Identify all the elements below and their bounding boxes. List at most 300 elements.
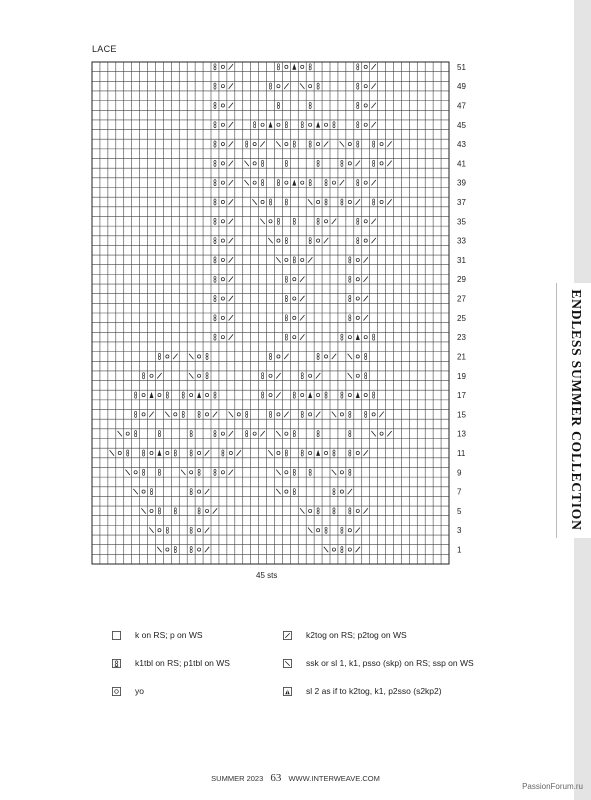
k1tbl-stitch bbox=[333, 450, 335, 456]
k2tog-stitch bbox=[371, 122, 375, 127]
k1tbl-stitch bbox=[325, 527, 327, 533]
ssk-stitch bbox=[348, 354, 352, 359]
yo-stitch bbox=[198, 355, 201, 358]
yo-stitch bbox=[372, 413, 375, 416]
yo-stitch bbox=[364, 393, 367, 396]
yo-stitch bbox=[269, 220, 272, 223]
k1tbl-stitch bbox=[285, 295, 287, 301]
k1tbl-stitch bbox=[214, 238, 216, 244]
yo-stitch bbox=[150, 509, 153, 512]
k2tog-stitch bbox=[229, 141, 233, 146]
yo-stitch bbox=[332, 181, 335, 184]
k1tbl-stitch bbox=[214, 315, 216, 321]
k1tbl-stitch bbox=[301, 373, 303, 379]
yo-stitch bbox=[293, 336, 296, 339]
k2tog-stitch bbox=[300, 296, 304, 301]
ssk-stitch bbox=[300, 83, 304, 88]
s2kp2-stitch bbox=[356, 392, 360, 398]
k1tbl-stitch bbox=[349, 411, 351, 417]
yo-stitch bbox=[229, 451, 232, 454]
row-number: 45 bbox=[457, 120, 466, 130]
yo-stitch bbox=[221, 258, 224, 261]
k1tbl-stitch bbox=[214, 469, 216, 475]
k2tog-stitch bbox=[324, 238, 328, 243]
row-number: 39 bbox=[457, 178, 466, 188]
k1tbl-stitch bbox=[214, 257, 216, 263]
k1tbl-stitch bbox=[309, 102, 311, 108]
k1tbl-stitch bbox=[325, 392, 327, 398]
k1tbl-stitch bbox=[349, 295, 351, 301]
legend-item-yo bbox=[112, 686, 144, 696]
s2kp2-stitch bbox=[150, 392, 154, 398]
row-number: 7 bbox=[457, 487, 462, 497]
k1tbl-stitch bbox=[214, 218, 216, 224]
row-number: 15 bbox=[457, 410, 466, 420]
legend-label: ssk or sl 1, k1, psso (skp) on RS; ssp on WS bbox=[306, 658, 474, 668]
row-number: 25 bbox=[457, 313, 466, 323]
ssk-stitch bbox=[268, 238, 272, 243]
k1tbl-stitch bbox=[269, 353, 271, 359]
yo-stitch bbox=[221, 336, 224, 339]
ssk-stitch bbox=[110, 450, 114, 455]
k2tog-stitch bbox=[260, 431, 264, 436]
ssk-stitch bbox=[348, 373, 352, 378]
k1tbl-stitch bbox=[349, 276, 351, 282]
k2tog-stitch bbox=[332, 354, 336, 359]
yo-stitch bbox=[340, 490, 343, 493]
k1tbl-stitch bbox=[293, 141, 295, 147]
yo-stitch bbox=[317, 142, 320, 145]
yo-stitch bbox=[150, 374, 153, 377]
yo-symbol-icon bbox=[112, 687, 121, 696]
k1tbl-stitch bbox=[142, 469, 144, 475]
ssk-stitch bbox=[252, 199, 256, 204]
yo-stitch bbox=[380, 162, 383, 165]
yo-stitch bbox=[158, 393, 161, 396]
yo-stitch bbox=[166, 548, 169, 551]
ssk-stitch bbox=[141, 508, 145, 513]
k2tog-stitch bbox=[324, 141, 328, 146]
yo-stitch bbox=[324, 123, 327, 126]
k2tog-stitch bbox=[229, 122, 233, 127]
k1tbl-stitch bbox=[261, 180, 263, 186]
yo-stitch bbox=[356, 258, 359, 261]
k1tbl-stitch bbox=[357, 218, 359, 224]
ssk-stitch bbox=[340, 141, 344, 146]
yo-stitch bbox=[348, 142, 351, 145]
k2tog-stitch bbox=[356, 528, 360, 533]
k2tog-symbol-icon bbox=[283, 631, 292, 640]
k1tbl-stitch bbox=[317, 431, 319, 437]
yo-stitch bbox=[293, 316, 296, 319]
k2tog-stitch bbox=[229, 64, 233, 69]
k2tog-stitch bbox=[363, 315, 367, 320]
k2tog-stitch bbox=[229, 83, 233, 88]
yo-stitch bbox=[356, 451, 359, 454]
k1tbl-stitch bbox=[373, 199, 375, 205]
k1tbl-stitch bbox=[349, 450, 351, 456]
k2tog-stitch bbox=[387, 199, 391, 204]
ssk-stitch bbox=[324, 547, 328, 552]
yo-stitch bbox=[348, 529, 351, 532]
ssk-stitch bbox=[229, 412, 233, 417]
k1tbl-stitch bbox=[214, 141, 216, 147]
ssk-stitch bbox=[125, 470, 129, 475]
k1tbl-stitch bbox=[198, 469, 200, 475]
row-number: 13 bbox=[457, 429, 466, 439]
k1tbl-stitch bbox=[158, 431, 160, 437]
k1tbl-stitch bbox=[166, 392, 168, 398]
yo-stitch bbox=[277, 451, 280, 454]
k1tbl-stitch bbox=[190, 527, 192, 533]
k2tog-stitch bbox=[260, 141, 264, 146]
k1tbl-stitch bbox=[349, 315, 351, 321]
yo-stitch bbox=[364, 65, 367, 68]
yo-stitch bbox=[198, 374, 201, 377]
k2tog-stitch bbox=[316, 412, 320, 417]
k1tbl-stitch bbox=[206, 373, 208, 379]
ssk-stitch bbox=[260, 219, 264, 224]
k2tog-stitch bbox=[205, 528, 209, 533]
ssk-stitch bbox=[165, 412, 169, 417]
k1tbl-stitch bbox=[301, 411, 303, 417]
yo-stitch bbox=[198, 548, 201, 551]
k1tbl-stitch bbox=[214, 122, 216, 128]
k1tbl-stitch bbox=[135, 392, 137, 398]
row-number: 29 bbox=[457, 275, 466, 285]
yo-stitch bbox=[174, 413, 177, 416]
row-number: 49 bbox=[457, 82, 466, 92]
k2tog-stitch bbox=[229, 199, 233, 204]
k2tog-stitch bbox=[332, 219, 336, 224]
yo-stitch bbox=[221, 471, 224, 474]
k2tog-stitch bbox=[316, 373, 320, 378]
k2tog-stitch bbox=[308, 257, 312, 262]
k1tbl-stitch bbox=[198, 411, 200, 417]
k2tog-stitch bbox=[387, 161, 391, 166]
yo-stitch bbox=[309, 123, 312, 126]
yo-stitch bbox=[309, 374, 312, 377]
k2tog-stitch bbox=[229, 161, 233, 166]
k1tbl-stitch bbox=[301, 122, 303, 128]
k1tbl-stitch bbox=[357, 238, 359, 244]
k2tog-stitch bbox=[276, 392, 280, 397]
yo-stitch bbox=[221, 297, 224, 300]
k1tbl-stitch bbox=[269, 199, 271, 205]
yo-stitch bbox=[356, 509, 359, 512]
s2kp2-stitch bbox=[292, 180, 296, 186]
yo-stitch bbox=[158, 529, 161, 532]
k1tbl-stitch bbox=[317, 160, 319, 166]
k1tbl-stitch bbox=[325, 180, 327, 186]
legend-label: sl 2 as if to k2tog, k1, p2sso (s2kp2) bbox=[306, 686, 442, 696]
yo-stitch bbox=[356, 374, 359, 377]
k2tog-stitch bbox=[363, 450, 367, 455]
k1tbl-stitch bbox=[214, 64, 216, 70]
chart-title: LACE bbox=[92, 44, 117, 54]
k2tog-stitch bbox=[284, 354, 288, 359]
footer-issue: SUMMER 2023 bbox=[211, 774, 264, 783]
row-number: 17 bbox=[457, 391, 466, 401]
yo-stitch bbox=[364, 336, 367, 339]
legend-label: k2tog on RS; p2tog on WS bbox=[306, 630, 407, 640]
row-number: 31 bbox=[457, 255, 466, 265]
k1tbl-stitch bbox=[341, 392, 343, 398]
row-number: 21 bbox=[457, 352, 466, 362]
ssk-stitch bbox=[308, 528, 312, 533]
s2kp2-stitch bbox=[356, 334, 360, 340]
k2tog-stitch bbox=[229, 219, 233, 224]
yo-stitch bbox=[364, 220, 367, 223]
k1tbl-stitch bbox=[198, 508, 200, 514]
k1tbl-stitch bbox=[206, 353, 208, 359]
yo-stitch bbox=[221, 162, 224, 165]
row-number: 33 bbox=[457, 236, 466, 246]
k1tbl-stitch bbox=[357, 122, 359, 128]
k1tbl-stitch bbox=[182, 392, 184, 398]
k2tog-stitch bbox=[284, 412, 288, 417]
k1tbl-stitch bbox=[214, 83, 216, 89]
yo-stitch bbox=[364, 85, 367, 88]
k1tbl-stitch bbox=[158, 469, 160, 475]
yo-stitch bbox=[237, 413, 240, 416]
row-number: 9 bbox=[457, 468, 462, 478]
legend-label: yo bbox=[135, 686, 144, 696]
k1tbl-stitch bbox=[317, 353, 319, 359]
yo-stitch bbox=[221, 104, 224, 107]
k1tbl-stitch bbox=[214, 199, 216, 205]
k1tbl-stitch bbox=[373, 392, 375, 398]
row-number: 19 bbox=[457, 371, 466, 381]
k2tog-stitch bbox=[229, 431, 233, 436]
k1tbl-stitch bbox=[174, 450, 176, 456]
yo-stitch bbox=[356, 355, 359, 358]
yo-stitch bbox=[364, 123, 367, 126]
yo-stitch bbox=[364, 104, 367, 107]
yo-stitch bbox=[166, 355, 169, 358]
k1tbl-stitch bbox=[214, 160, 216, 166]
yo-stitch bbox=[356, 278, 359, 281]
k1tbl-stitch bbox=[357, 102, 359, 108]
k1tbl-stitch bbox=[214, 102, 216, 108]
yo-stitch bbox=[293, 278, 296, 281]
k1tbl-stitch bbox=[214, 334, 216, 340]
yo-stitch bbox=[340, 471, 343, 474]
yo-stitch bbox=[198, 451, 201, 454]
k1tbl-stitch bbox=[349, 469, 351, 475]
k2tog-stitch bbox=[205, 450, 209, 455]
k1tbl-stitch bbox=[293, 257, 295, 263]
yo-stitch bbox=[317, 239, 320, 242]
k1tbl-stitch bbox=[309, 141, 311, 147]
k1tbl-stitch bbox=[365, 353, 367, 359]
yo-stitch bbox=[205, 413, 208, 416]
yo-stitch bbox=[309, 413, 312, 416]
k2tog-stitch bbox=[348, 489, 352, 494]
k1tbl-stitch bbox=[341, 527, 343, 533]
k1tbl-stitch bbox=[309, 64, 311, 70]
row-number: 51 bbox=[457, 62, 466, 72]
ssk-stitch bbox=[276, 470, 280, 475]
ssk-symbol-icon bbox=[283, 659, 292, 668]
ssk-stitch bbox=[268, 450, 272, 455]
ssk-stitch bbox=[133, 489, 137, 494]
k2tog-stitch bbox=[173, 354, 177, 359]
k1tbl-stitch bbox=[246, 411, 248, 417]
yo-stitch bbox=[205, 509, 208, 512]
legend-item-s2kp2 bbox=[283, 686, 442, 696]
k1tbl-stitch bbox=[317, 508, 319, 514]
k2tog-stitch bbox=[149, 412, 153, 417]
yo-stitch bbox=[348, 162, 351, 165]
yo-stitch bbox=[356, 297, 359, 300]
k2tog-stitch bbox=[356, 547, 360, 552]
ssk-stitch bbox=[308, 199, 312, 204]
yo-stitch bbox=[285, 471, 288, 474]
k1tbl-stitch bbox=[277, 64, 279, 70]
k2tog-stitch bbox=[229, 315, 233, 320]
yo-stitch bbox=[285, 490, 288, 493]
k2tog-stitch bbox=[229, 180, 233, 185]
yo-stitch bbox=[277, 123, 280, 126]
ssk-stitch bbox=[149, 528, 153, 533]
k1tbl-stitch bbox=[325, 199, 327, 205]
k1tbl-stitch bbox=[317, 83, 319, 89]
s2kp2-stitch bbox=[157, 450, 161, 456]
k1tbl-stitch bbox=[285, 122, 287, 128]
k1tbl-stitch bbox=[373, 334, 375, 340]
k1tbl-stitch bbox=[182, 411, 184, 417]
k2tog-stitch bbox=[363, 257, 367, 262]
k1tbl-stitch bbox=[174, 546, 176, 552]
row-number: 43 bbox=[457, 140, 466, 150]
k1tbl-stitch bbox=[349, 257, 351, 263]
yo-stitch bbox=[221, 316, 224, 319]
yo-stitch bbox=[190, 393, 193, 396]
k2tog-stitch bbox=[229, 296, 233, 301]
k1tbl-stitch bbox=[373, 141, 375, 147]
k2tog-stitch bbox=[356, 199, 360, 204]
k2tog-stitch bbox=[205, 489, 209, 494]
ssk-stitch bbox=[244, 180, 248, 185]
k1tbl-stitch bbox=[174, 508, 176, 514]
k1tbl-stitch bbox=[214, 431, 216, 437]
k1tbl-stitch bbox=[309, 180, 311, 186]
k2tog-stitch bbox=[363, 277, 367, 282]
stitch-count-label: 45 sts bbox=[256, 571, 278, 580]
s2kp2-stitch bbox=[308, 392, 312, 398]
k1tbl-stitch bbox=[214, 180, 216, 186]
row-number: 23 bbox=[457, 333, 466, 343]
yo-stitch bbox=[221, 65, 224, 68]
k1tbl-stitch bbox=[285, 160, 287, 166]
k1tbl-stitch bbox=[135, 431, 137, 437]
yo-stitch bbox=[348, 548, 351, 551]
k2tog-stitch bbox=[371, 180, 375, 185]
k1tbl-stitch bbox=[285, 334, 287, 340]
yo-stitch bbox=[285, 65, 288, 68]
k2tog-stitch bbox=[205, 547, 209, 552]
yo-stitch bbox=[356, 316, 359, 319]
yo-stitch bbox=[198, 529, 201, 532]
yo-stitch bbox=[221, 278, 224, 281]
yo-stitch bbox=[253, 181, 256, 184]
row-number: 27 bbox=[457, 294, 466, 304]
yo-stitch bbox=[380, 200, 383, 203]
k2tog-stitch bbox=[213, 412, 217, 417]
k1tbl-stitch bbox=[341, 199, 343, 205]
k1tbl-stitch bbox=[190, 450, 192, 456]
yo-stitch bbox=[277, 85, 280, 88]
yo-stitch bbox=[221, 85, 224, 88]
k1tbl-stitch bbox=[357, 141, 359, 147]
k1tbl-stitch bbox=[349, 508, 351, 514]
k1tbl-stitch bbox=[190, 546, 192, 552]
k1tbl-stitch bbox=[166, 527, 168, 533]
watermark: PassionForum.ru bbox=[522, 782, 583, 791]
k2tog-stitch bbox=[276, 373, 280, 378]
knit-symbol-icon bbox=[112, 631, 121, 640]
k2tog-stitch bbox=[371, 64, 375, 69]
k2tog-stitch bbox=[371, 238, 375, 243]
yo-stitch bbox=[348, 200, 351, 203]
k1tbl-stitch bbox=[285, 450, 287, 456]
k2tog-stitch bbox=[157, 373, 161, 378]
k2tog-stitch bbox=[229, 238, 233, 243]
k2tog-stitch bbox=[371, 103, 375, 108]
ssk-stitch bbox=[276, 431, 280, 436]
yo-stitch bbox=[301, 181, 304, 184]
ssk-stitch bbox=[332, 412, 336, 417]
k2tog-stitch bbox=[387, 141, 391, 146]
row-number: 11 bbox=[457, 448, 466, 458]
k2tog-stitch bbox=[363, 296, 367, 301]
k1tbl-stitch bbox=[333, 489, 335, 495]
yo-stitch bbox=[364, 181, 367, 184]
yo-stitch bbox=[324, 451, 327, 454]
yo-stitch bbox=[332, 548, 335, 551]
yo-stitch bbox=[198, 490, 201, 493]
k2tog-stitch bbox=[229, 103, 233, 108]
ssk-stitch bbox=[189, 354, 193, 359]
s2kp2-stitch bbox=[292, 64, 296, 70]
ssk-stitch bbox=[157, 547, 161, 552]
legend-item-k1tbl bbox=[112, 658, 230, 668]
ssk-stitch bbox=[181, 470, 185, 475]
row-number: 35 bbox=[457, 217, 466, 227]
s2kp2-stitch bbox=[269, 122, 273, 128]
yo-stitch bbox=[285, 181, 288, 184]
row-number: 3 bbox=[457, 526, 462, 536]
k1tbl-stitch bbox=[269, 83, 271, 89]
side-tab-text: ENDLESS SUMMER COLLECTION bbox=[569, 289, 584, 531]
yo-stitch bbox=[277, 355, 280, 358]
yo-stitch bbox=[166, 451, 169, 454]
k1tbl-stitch bbox=[214, 295, 216, 301]
legend-item-k2tog bbox=[283, 630, 407, 640]
page-number: 63 bbox=[270, 772, 282, 784]
k1tbl-stitch bbox=[261, 160, 263, 166]
k1tbl-stitch bbox=[261, 373, 263, 379]
k2tog-stitch bbox=[356, 161, 360, 166]
yo-stitch bbox=[253, 162, 256, 165]
legend-item-ssk bbox=[283, 658, 474, 668]
yo-stitch bbox=[118, 451, 121, 454]
yo-stitch bbox=[205, 393, 208, 396]
yo-stitch bbox=[380, 432, 383, 435]
yo-stitch bbox=[317, 529, 320, 532]
k1tbl-stitch bbox=[285, 238, 287, 244]
